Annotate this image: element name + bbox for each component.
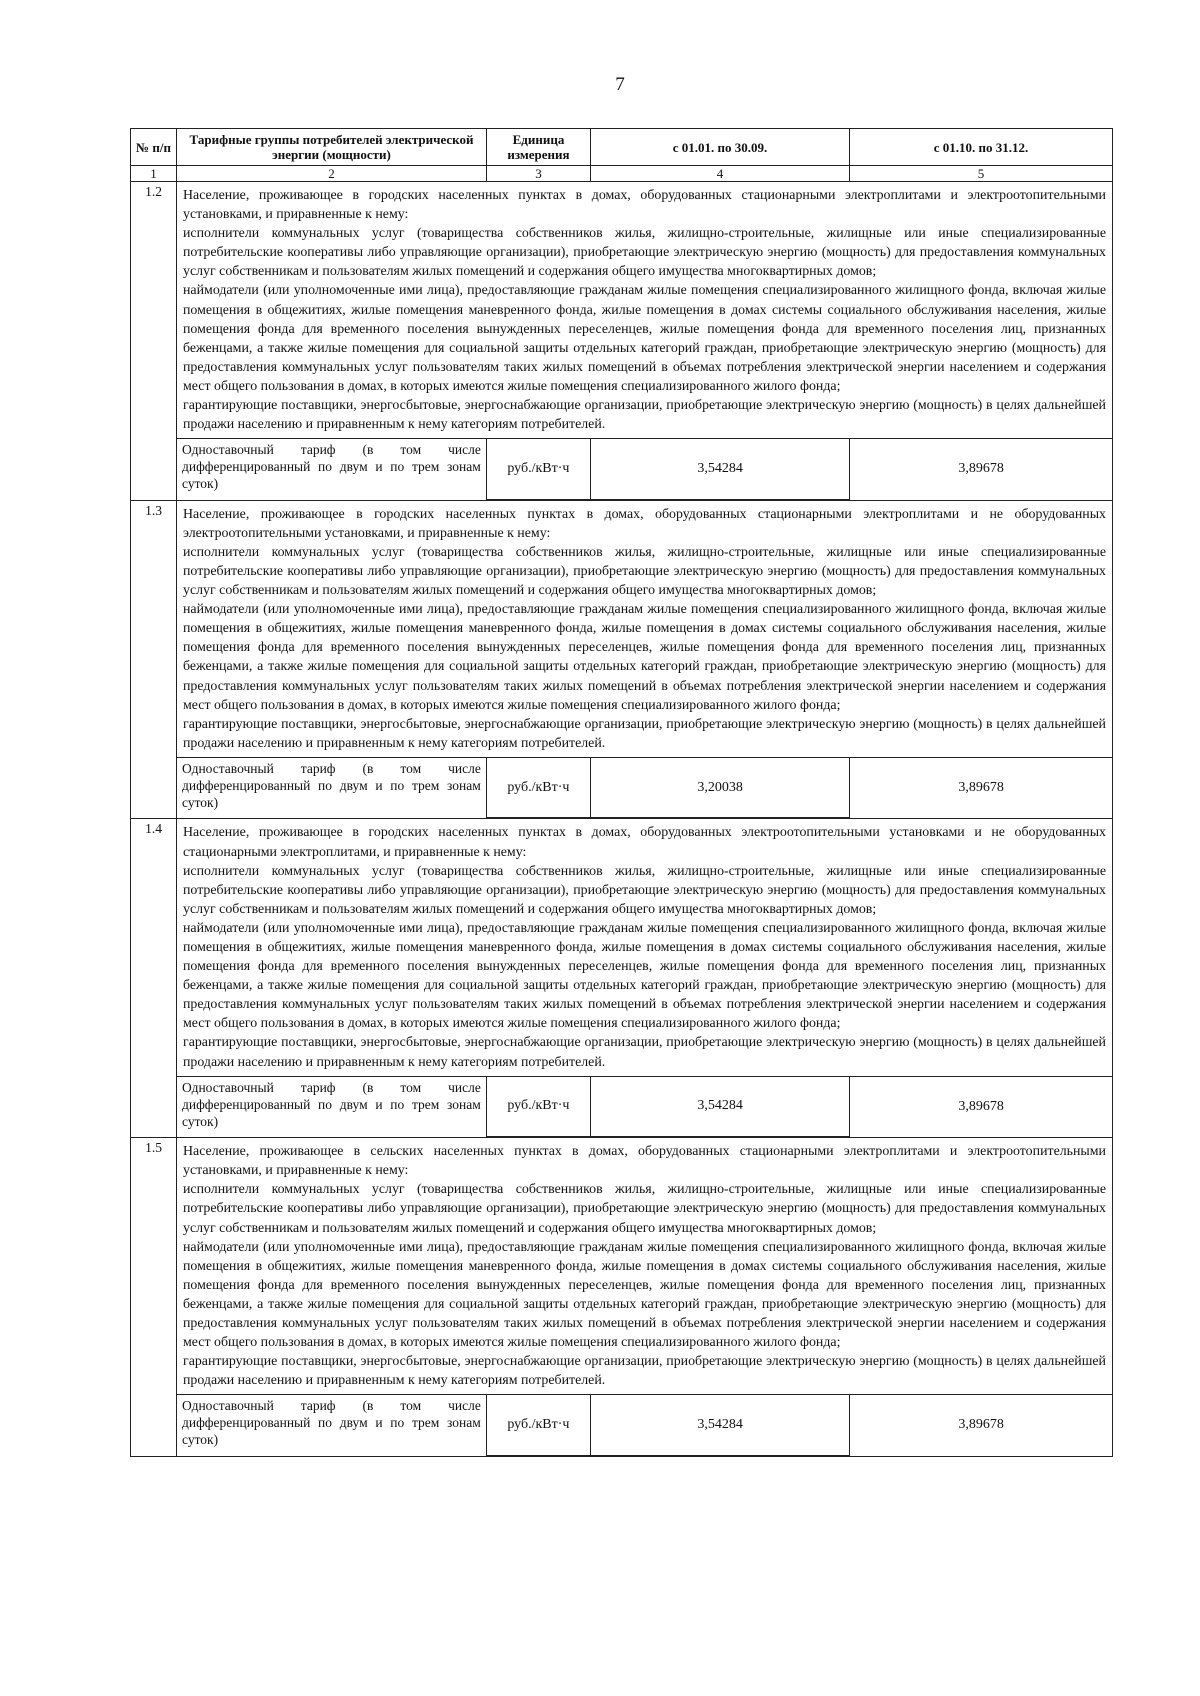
header-period-1: с 01.01. по 30.09. — [591, 129, 850, 166]
tariff-type: Одноставочный тариф (в том числе дифференцированный по двум и по трем зонам суток) — [177, 439, 486, 500]
paragraph: наймодатели (или уполномоченные ими лица), предоставляющие гражданам жилые помещения специализированного жилищного фонда, включая жилые помещения в общежитиях, жилые помещения маневренного фонда, жилые помещения в домах системы социального обслуживания населения, жилые помещения фонда для временного поселения вынужденных переселенцев, жилые помещения фонда для временного поселения лиц, признанных беженцами, а также жилые помещения для социальной защиты отдельных категорий граждан, приобретающие электрическую энергию (мощность) для предоставления коммунальных услуг пользователям таких жилых помещений в объемах потребления электрической энергии населением и содержания мест общего пользования в домах, в которых имеются жилые помещения специализированного жилого фонда; — [183, 920, 1106, 1032]
paragraph: Население, проживающее в городских населенных пунктах в домах, оборудованных стационарными электроплитами и электроотопительными установками, и приравненные к нему: — [183, 188, 1106, 223]
value-period-1: 3,54284 — [590, 439, 849, 500]
column-number: 4 — [591, 166, 850, 182]
section-description — [177, 501, 1112, 757]
section-row — [131, 819, 1113, 1138]
section-number: 1.5 — [131, 1138, 177, 1457]
unit-cell: руб./кВт·ч — [486, 1076, 590, 1137]
section-body — [177, 819, 1113, 1138]
paragraph: Население, проживающее в сельских населенных пунктах в домах, оборудованных стационарными электроплитами и электроотопительными установками, и приравненные к нему: — [183, 1144, 1106, 1179]
header-tariff-groups: Тарифные группы потребителей электрической энергии (мощности) — [177, 129, 487, 166]
value-period-1: 3,20038 — [590, 757, 849, 818]
paragraph: наймодатели (или уполномоченные ими лица), предоставляющие гражданам жилые помещения специализированного жилищного фонда, включая жилые помещения в общежитиях, жилые помещения маневренного фонда, жилые помещения в домах системы социального обслуживания населения, жилые помещения фонда для временного поселения вынужденных переселенцев, жилые помещения фонда для временного поселения лиц, признанных беженцами, а также жилые помещения для социальной защиты отдельных категорий граждан, приобретающие электрическую энергию (мощность) для предоставления коммунальных услуг пользователям таких жилых помещений в объемах потребления электрической энергии населением и содержания мест общего пользования в домах, в которых имеются жилые помещения специализированного жилого фонда; — [183, 283, 1106, 394]
section-row — [131, 1138, 1113, 1457]
section-body — [177, 500, 1113, 819]
section-number: 1.2 — [131, 182, 177, 501]
table-header-row — [131, 129, 1113, 166]
tariff-row — [177, 757, 1112, 819]
column-number: 2 — [177, 166, 487, 182]
header-number: № п/п — [131, 129, 177, 166]
section-row — [131, 182, 1113, 501]
section-number: 1.3 — [131, 500, 177, 819]
section-body — [177, 182, 1113, 501]
paragraph: исполнители коммунальных услуг (товарищества собственников жилья, жилищно-строительные, жилищные или иные специализированные потребительские кооперативы либо управляющие организации), приобретающие электрическую энергию (мощность) для предоставления коммунальных услуг собственникам и пользователям жилых помещений и содержания общего имущества многоквартирных домов; — [183, 226, 1106, 280]
paragraph: исполнители коммунальных услуг (товарищества собственников жилья, жилищно-строительные, жилищные или иные специализированные потребительские кооперативы либо управляющие организации), приобретающие электрическую энергию (мощность) для предоставления коммунальных услуг собственникам и пользователям жилых помещений и содержания общего имущества многоквартирных домов; — [183, 1182, 1106, 1236]
tariff-table — [130, 128, 1113, 1457]
paragraph: гарантирующие поставщики, энергосбытовые, энергоснабжающие организации, приобретающие электрическую энергию (мощность) в целях дальнейшей продажи населению и приравненным к нему категориям потребителей. — [183, 1354, 1106, 1389]
paragraph: исполнители коммунальных услуг (товарищества собственников жилья, жилищно-строительные, жилищные или иные специализированные потребительские кооперативы либо управляющие организации), приобретающие электрическую энергию (мощность) для предоставления коммунальных услуг собственникам и пользователям жилых помещений и содержания общего имущества многоквартирных домов; — [183, 863, 1106, 917]
paragraph: гарантирующие поставщики, энергосбытовые, энергоснабжающие организации, приобретающие электрическую энергию (мощность) в целях дальнейшей продажи населению и приравненным к нему категориям потребителей. — [183, 1035, 1106, 1070]
column-numbers-row — [131, 166, 1113, 182]
value-period-1: 3,54284 — [590, 1076, 849, 1137]
tariff-row — [177, 1394, 1112, 1456]
header-unit: Единица измерения — [487, 129, 591, 166]
paragraph: Население, проживающее в городских населенных пунктах в домах, оборудованных стационарными электроплитами и не оборудованных электроотопительными установками, и приравненные к нему: — [183, 506, 1106, 541]
header-period-2: с 01.10. по 31.12. — [850, 129, 1113, 166]
paragraph: исполнители коммунальных услуг (товарищества собственников жилья, жилищно-строительные, жилищные или иные специализированные потребительские кооперативы либо управляющие организации), приобретающие электрическую энергию (мощность) для предоставления коммунальных услуг собственникам и пользователям жилых помещений и содержания общего имущества многоквартирных домов; — [183, 544, 1106, 599]
section-description — [177, 182, 1112, 438]
tariff-type: Одноставочный тариф (в том числе дифференцированный по двум и по трем зонам суток) — [177, 1076, 486, 1137]
paragraph: гарантирующие поставщики, энергосбытовые, энергоснабжающие организации, приобретающие электрическую энергию (мощность) в целях дальнейшей продажи населению и приравненным к нему категориям потребителей. — [183, 716, 1106, 751]
section-body — [177, 1138, 1113, 1457]
column-number: 1 — [131, 166, 177, 182]
value-period-2: 3,89678 — [850, 1395, 1112, 1456]
paragraph: гарантирующие поставщики, энергосбытовые, энергоснабжающие организации, приобретающие электрическую энергию (мощность) в целях дальнейшей продажи населению и приравненным к нему категориям потребителей. — [183, 398, 1106, 433]
value-period-2: 3,89678 — [850, 439, 1112, 500]
section-description — [177, 819, 1112, 1075]
value-period-2: 3,89678 — [850, 1076, 1112, 1137]
value-period-2: 3,89678 — [850, 757, 1112, 818]
tariff-type: Одноставочный тариф (в том числе дифференцированный по двум и по трем зонам суток) — [177, 1395, 486, 1456]
section-number: 1.4 — [131, 819, 177, 1138]
column-number: 5 — [850, 166, 1113, 182]
unit-cell: руб./кВт·ч — [486, 757, 590, 818]
page-number: 7 — [615, 74, 625, 95]
tariff-row — [177, 438, 1112, 500]
section-row — [131, 500, 1113, 819]
section-description — [177, 1138, 1112, 1394]
tariff-row — [177, 1076, 1112, 1138]
unit-cell: руб./кВт·ч — [486, 1395, 590, 1456]
value-period-1: 3,54284 — [590, 1395, 849, 1456]
paragraph: наймодатели (или уполномоченные ими лица), предоставляющие гражданам жилые помещения специализированного жилищного фонда, включая жилые помещения в общежитиях, жилые помещения маневренного фонда, жилые помещения в домах системы социального обслуживания населения, жилые помещения фонда для временного поселения вынужденных переселенцев, жилые помещения фонда для временного поселения лиц, признанных беженцами, а также жилые помещения для социальной защиты отдельных категорий граждан, приобретающие электрическую энергию (мощность) для предоставления коммунальных услуг пользователям таких жилых помещений в объемах потребления электрической энергии населением и содержания мест общего пользования в домах, в которых имеются жилые помещения специализированного жилого фонда; — [183, 1239, 1106, 1351]
column-number: 3 — [487, 166, 591, 182]
tariff-type: Одноставочный тариф (в том числе дифференцированный по двум и по трем зонам суток) — [177, 757, 486, 818]
paragraph: Население, проживающее в городских населенных пунктах в домах, оборудованных электроотопительными установками и не оборудованных стационарными электроплитами, и приравненные к нему: — [183, 825, 1106, 860]
unit-cell: руб./кВт·ч — [486, 439, 590, 500]
paragraph: наймодатели (или уполномоченные ими лица), предоставляющие гражданам жилые помещения специализированного жилищного фонда, включая жилые помещения в общежитиях, жилые помещения маневренного фонда, жилые помещения в домах системы социального обслуживания населения, жилые помещения фонда для временного поселения вынужденных переселенцев, жилые помещения фонда для временного поселения лиц, признанных беженцами, а также жилые помещения для социальной защиты отдельных категорий граждан, приобретающие электрическую энергию (мощность) для предоставления коммунальных услуг пользователям таких жилых помещений в объемах потребления электрической энергии населением и содержания мест общего пользования в домах, в которых имеются жилые помещения специализированного жилого фонда; — [183, 602, 1106, 713]
